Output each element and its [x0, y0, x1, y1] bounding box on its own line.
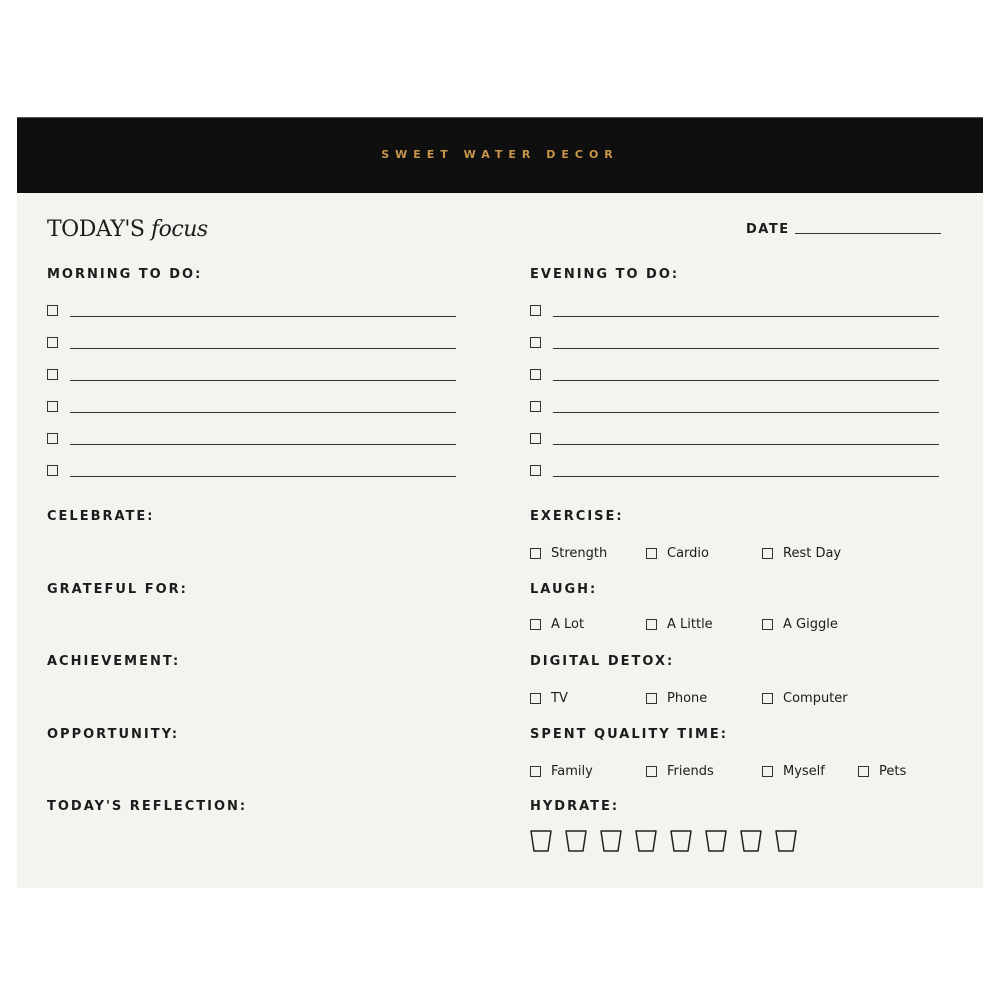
option-checkbox[interactable] [762, 693, 773, 704]
date-field[interactable] [795, 233, 941, 234]
water-cup-icon[interactable] [705, 830, 727, 852]
option-label: TV [551, 691, 568, 706]
title-script: focus [151, 217, 208, 242]
evening-todo-line[interactable] [553, 316, 939, 317]
evening-todo-checkbox[interactable] [530, 369, 541, 380]
left-section-heading: ACHIEVEMENT: [47, 654, 181, 669]
morning-heading: MORNING TO DO: [47, 267, 203, 282]
option-label: Rest Day [783, 546, 842, 561]
option-checkbox[interactable] [646, 548, 657, 559]
option-checkbox[interactable] [530, 766, 541, 777]
water-cup-icon[interactable] [670, 830, 692, 852]
option-checkbox[interactable] [762, 619, 773, 630]
left-section-heading: OPPORTUNITY: [47, 727, 180, 742]
option-label: Computer [783, 691, 848, 706]
morning-todo-line[interactable] [70, 380, 456, 381]
option-checkbox[interactable] [762, 548, 773, 559]
morning-todo-checkbox[interactable] [47, 369, 58, 380]
morning-todo-checkbox[interactable] [47, 305, 58, 316]
water-cup-icon[interactable] [530, 830, 552, 852]
evening-heading: EVENING TO DO: [530, 267, 680, 282]
left-section-heading: TODAY'S REFLECTION: [47, 799, 248, 814]
morning-todo-checkbox[interactable] [47, 337, 58, 348]
left-section-heading: CELEBRATE: [47, 509, 155, 524]
right-section-heading: SPENT QUALITY TIME: [530, 727, 728, 742]
option-checkbox[interactable] [530, 619, 541, 630]
option-label: A Little [667, 617, 713, 632]
water-cup-icon[interactable] [565, 830, 587, 852]
option-checkbox[interactable] [762, 766, 773, 777]
water-cup-icon[interactable] [775, 830, 797, 852]
brand-header [17, 117, 983, 193]
brand-name: SWEET WATER DECOR [381, 148, 619, 161]
option-label: A Lot [551, 617, 585, 632]
evening-todo-checkbox[interactable] [530, 433, 541, 444]
option-label: Friends [667, 764, 714, 779]
option-checkbox[interactable] [646, 619, 657, 630]
water-cup-icon[interactable] [635, 830, 657, 852]
morning-todo-checkbox[interactable] [47, 401, 58, 412]
option-checkbox[interactable] [646, 693, 657, 704]
option-checkbox[interactable] [646, 766, 657, 777]
date-label: DATE [746, 222, 790, 237]
morning-todo-line[interactable] [70, 444, 456, 445]
right-section-heading: EXERCISE: [530, 509, 624, 524]
morning-todo-line[interactable] [70, 316, 456, 317]
right-section-heading: LAUGH: [530, 582, 598, 597]
morning-todo-line[interactable] [70, 476, 456, 477]
water-cup-icon[interactable] [600, 830, 622, 852]
option-checkbox[interactable] [530, 548, 541, 559]
morning-todo-checkbox[interactable] [47, 465, 58, 476]
morning-todo-line[interactable] [70, 412, 456, 413]
evening-todo-line[interactable] [553, 380, 939, 381]
evening-todo-checkbox[interactable] [530, 401, 541, 412]
evening-todo-checkbox[interactable] [530, 465, 541, 476]
option-label: Myself [783, 764, 825, 779]
planner-sheet [17, 117, 983, 888]
evening-todo-checkbox[interactable] [530, 305, 541, 316]
evening-todo-line[interactable] [553, 444, 939, 445]
evening-todo-checkbox[interactable] [530, 337, 541, 348]
hydrate-heading: HYDRATE: [530, 799, 620, 814]
page-title [47, 217, 208, 242]
option-label: Pets [879, 764, 907, 779]
option-label: Strength [551, 546, 608, 561]
option-checkbox[interactable] [858, 766, 869, 777]
option-label: Family [551, 764, 593, 779]
option-label: Phone [667, 691, 708, 706]
evening-todo-line[interactable] [553, 412, 939, 413]
option-label: Cardio [667, 546, 709, 561]
morning-todo-line[interactable] [70, 348, 456, 349]
option-label: A Giggle [783, 617, 838, 632]
title-main: TODAY'S [47, 217, 145, 242]
option-checkbox[interactable] [530, 693, 541, 704]
evening-todo-line[interactable] [553, 348, 939, 349]
water-cup-icon[interactable] [740, 830, 762, 852]
morning-todo-checkbox[interactable] [47, 433, 58, 444]
right-section-heading: DIGITAL DETOX: [530, 654, 675, 669]
evening-todo-line[interactable] [553, 476, 939, 477]
left-section-heading: GRATEFUL FOR: [47, 582, 188, 597]
